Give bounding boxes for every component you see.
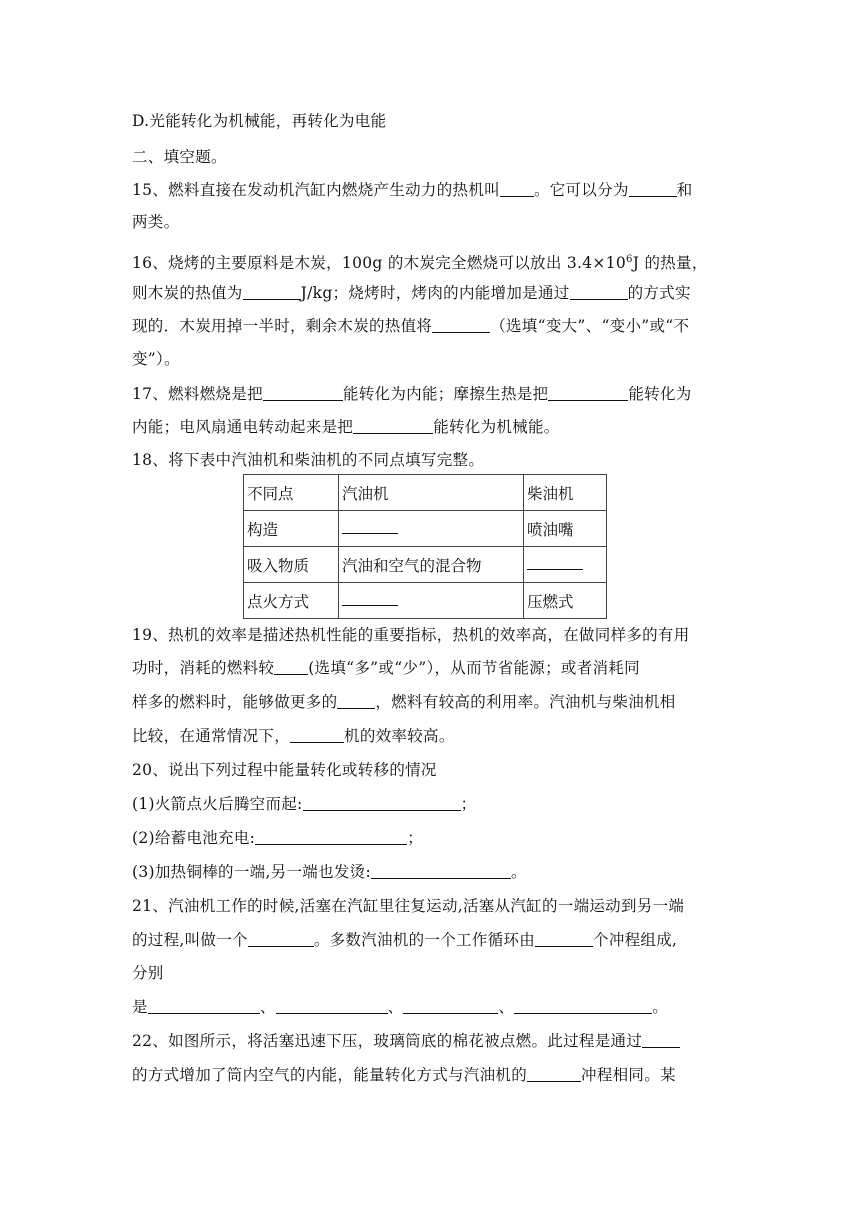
answer-blank[interactable] xyxy=(274,658,308,675)
answer-blank[interactable] xyxy=(303,794,461,811)
table-cell-blank[interactable] xyxy=(339,583,524,619)
q16-exponent: 6 xyxy=(626,254,633,265)
comparison-table xyxy=(243,474,607,619)
section-heading-text: 二、填空题。 xyxy=(132,148,227,166)
q20-text: 20、说出下列过程中能量转化或转移的情况 xyxy=(132,761,437,779)
q17-text-2: 能转化为内能；摩擦生热是把 xyxy=(342,385,549,403)
question-16-line-4 xyxy=(132,349,180,369)
q21-sep: 、 xyxy=(387,998,404,1016)
q20-3-text: (3)加热铜棒的一端,另一端也发烫: xyxy=(132,863,372,881)
q19-text-5: ，燃料有较高的利用率。汽油机与柴油机相 xyxy=(375,693,676,711)
table-header-cell: 柴油机 xyxy=(524,475,607,511)
answer-blank[interactable] xyxy=(353,417,433,434)
question-15-line-1 xyxy=(132,180,693,200)
q16-text-7: （选填“变大”、“变小”或“不 xyxy=(490,317,690,335)
table-row xyxy=(244,583,607,619)
question-20 xyxy=(132,760,437,780)
table-header-cell: 汽油机 xyxy=(339,475,524,511)
q19-text-2: 功时，消耗的燃料较 xyxy=(132,659,275,677)
q16-text-8: 变”）。 xyxy=(132,350,180,368)
table-row xyxy=(244,511,607,547)
q16-text-6: 现的．木炭用掉一半时，剩余木炭的热值将 xyxy=(132,317,433,335)
answer-blank[interactable] xyxy=(248,930,314,947)
table-header-row xyxy=(244,475,607,511)
q15-text-2: 。它可以分为 xyxy=(533,181,629,199)
answer-blank[interactable] xyxy=(342,591,398,606)
q19-text-3: (选填“多”或“少”），从而节省能源；或者消耗同 xyxy=(308,659,640,677)
question-20-part-3 xyxy=(132,862,527,882)
answer-blank[interactable] xyxy=(263,384,343,401)
table-cell-blank[interactable] xyxy=(339,511,524,547)
q21-text-6: 是 xyxy=(132,998,148,1016)
q21-end: 。 xyxy=(652,998,669,1016)
answer-blank[interactable] xyxy=(535,930,593,947)
q22-text-2: 的方式增加了筒内空气的内能，能量转化方式与汽油机的 xyxy=(132,1066,528,1084)
q21-sep: 、 xyxy=(498,998,515,1016)
question-21-line-2 xyxy=(132,930,677,950)
answer-blank[interactable] xyxy=(255,828,407,845)
answer-blank[interactable] xyxy=(276,997,388,1014)
q20-2-text: (2)给蓄电池充电: xyxy=(132,829,256,847)
question-17-line-2 xyxy=(132,417,560,437)
q16-text-5: 的方式实 xyxy=(627,284,691,302)
section-heading xyxy=(132,147,227,167)
q17-text-4: 内能；电风扇通电转动起来是把 xyxy=(132,418,354,436)
question-19-line-3 xyxy=(132,692,676,712)
table-header-cell: 不同点 xyxy=(244,475,339,511)
question-16-line-3 xyxy=(132,316,689,336)
q20-2-end: ； xyxy=(407,829,423,847)
q20-3-end: 。 xyxy=(511,863,527,881)
table-cell: 汽油和空气的混合物 xyxy=(339,547,524,583)
question-16-line-1 xyxy=(132,250,708,273)
q21-text-4: 个冲程组成, xyxy=(593,931,678,949)
question-18 xyxy=(132,450,484,470)
question-22-line-1 xyxy=(132,1031,680,1051)
answer-blank[interactable] xyxy=(570,283,628,300)
q20-1-text: (1)火箭点火后腾空而起: xyxy=(132,795,303,813)
question-19-line-1 xyxy=(132,625,690,645)
q18-text: 18、将下表中汽油机和柴油机的不同点填写完整。 xyxy=(132,451,485,469)
q21-sep: 、 xyxy=(259,998,276,1016)
answer-blank[interactable] xyxy=(342,519,398,534)
q17-text-5: 能转化为机械能。 xyxy=(433,418,560,436)
answer-blank[interactable] xyxy=(243,283,301,300)
q17-text-3: 能转化为 xyxy=(628,385,692,403)
q21-text-1: 21、汽油机工作的时候,活塞在汽缸里往复运动,活塞从汽缸的一端运动到另一端 xyxy=(132,897,685,915)
q16-text-3: 则木炭的热值为 xyxy=(132,284,243,302)
q19-text-1: 19、热机的效率是描述热机性能的重要指标，热机的效率高，在做同样多的有用 xyxy=(132,626,690,644)
q16-text-2: J 的热量， xyxy=(632,254,708,273)
answer-blank[interactable] xyxy=(514,997,652,1014)
answer-blank[interactable] xyxy=(290,726,344,743)
table-row xyxy=(244,547,607,583)
table-cell: 压燃式 xyxy=(524,583,607,619)
q15-text-4: 两类。 xyxy=(132,213,180,231)
q22-text-3: 冲程相同。某 xyxy=(581,1066,676,1084)
question-19-line-2 xyxy=(132,658,640,678)
q21-text-2: 的过程,叫做一个 xyxy=(132,931,248,949)
question-21-line-1 xyxy=(132,896,684,916)
q20-1-end: ； xyxy=(460,795,477,813)
question-21-line-3 xyxy=(132,963,164,983)
q19-text-4: 样多的燃料时，能够做更多的 xyxy=(132,693,338,711)
answer-blank[interactable] xyxy=(527,555,583,570)
q21-text-3: 。多数汽油机的一个工作循环由 xyxy=(313,931,536,949)
answer-blank[interactable] xyxy=(548,384,628,401)
answer-blank[interactable] xyxy=(148,997,260,1014)
q15-text-3: 和 xyxy=(676,181,693,199)
q19-text-7: 机的效率较高。 xyxy=(344,727,455,745)
answer-blank[interactable] xyxy=(403,997,498,1014)
option-d xyxy=(132,111,386,131)
table-cell-blank[interactable] xyxy=(524,547,607,583)
question-22-line-2 xyxy=(132,1065,676,1085)
q22-text-1: 22、如图所示，将活塞迅速下压，玻璃筒底的棉花被点燃。此过程是通过 xyxy=(132,1032,643,1050)
table-cell: 构造 xyxy=(244,511,339,547)
q17-text-1: 17、燃料燃烧是把 xyxy=(132,385,263,403)
question-15-line-2 xyxy=(132,212,179,232)
table-cell: 吸入物质 xyxy=(244,547,339,583)
answer-blank[interactable] xyxy=(371,862,511,879)
answer-blank[interactable] xyxy=(432,316,490,333)
q15-text-1: 15、燃料直接在发动机汽缸内燃烧产生动力的热机叫 xyxy=(132,181,500,199)
q16-text-4: J/kg；烧烤时，烤肉的内能增加是通过 xyxy=(300,284,570,302)
question-21-line-4 xyxy=(132,997,668,1017)
question-17-line-1 xyxy=(132,384,692,404)
question-20-part-2 xyxy=(132,828,423,848)
answer-blank[interactable] xyxy=(527,1065,581,1082)
question-19-line-4 xyxy=(132,726,455,746)
question-16-line-2 xyxy=(132,283,691,303)
answer-blank[interactable] xyxy=(500,180,534,197)
answer-blank[interactable] xyxy=(629,180,677,197)
answer-blank[interactable] xyxy=(642,1031,680,1048)
q21-text-5: 分别 xyxy=(132,964,164,982)
answer-blank[interactable] xyxy=(337,692,375,709)
question-20-part-1 xyxy=(132,794,476,814)
q16-text-1: 16、烧烤的主要原料是木炭，100g 的木炭完全燃烧可以放出 3.4×10 xyxy=(132,254,627,273)
table-cell: 点火方式 xyxy=(244,583,339,619)
option-d-text: D.光能转化为机械能，再转化为电能 xyxy=(132,112,387,130)
table-cell: 喷油嘴 xyxy=(524,511,607,547)
q19-text-6: 比较，在通常情况下， xyxy=(132,727,291,745)
